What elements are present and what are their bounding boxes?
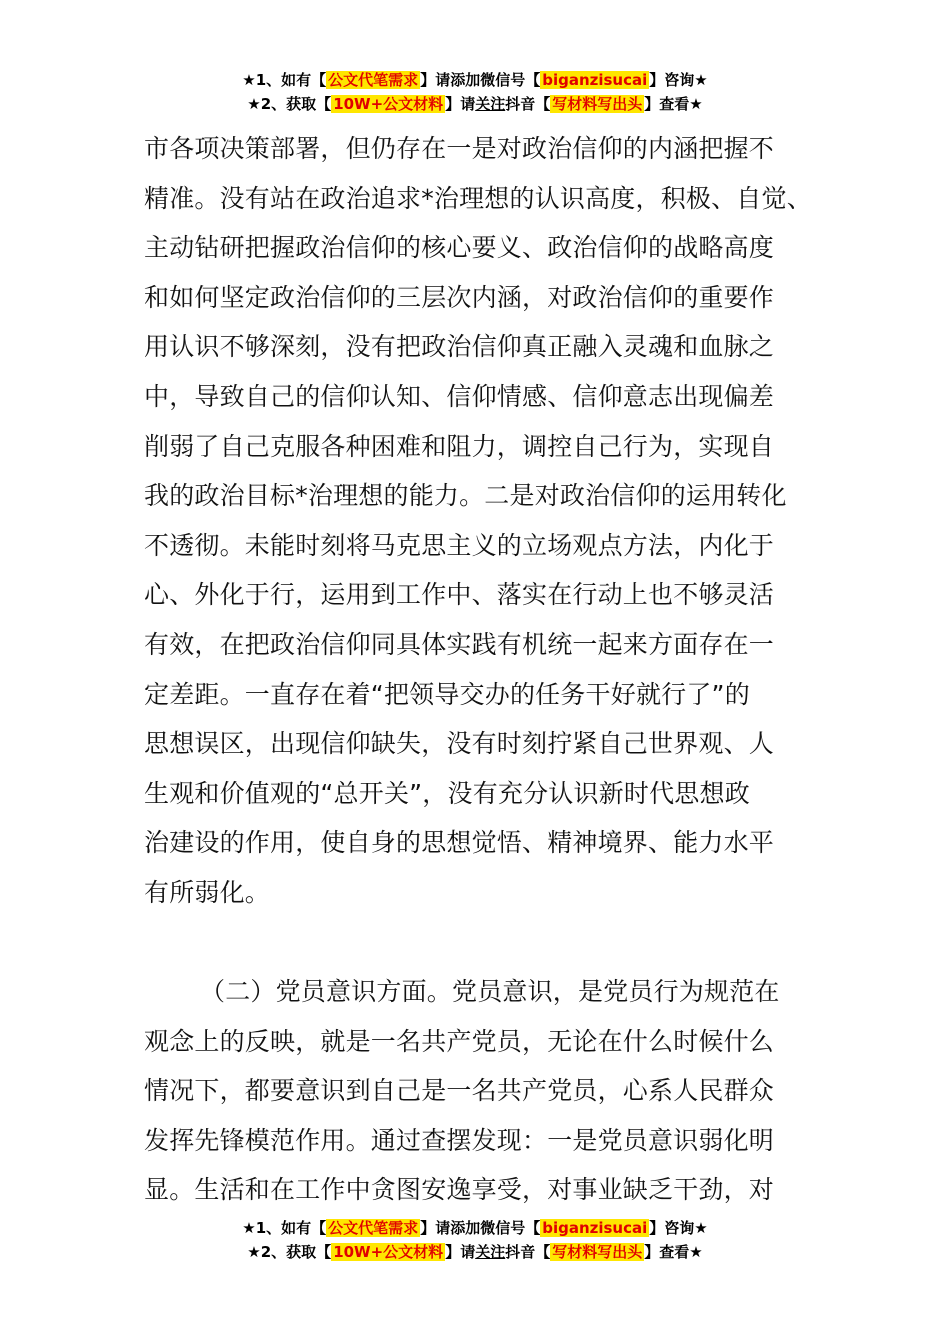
notice-text: ★2、获取【	[247, 1243, 332, 1261]
notice-text: 抖音【	[505, 1243, 551, 1261]
text-line: 主动钻研把握政治信仰的核心要义、政治信仰的战略高度	[144, 233, 775, 263]
notice-text: 】请添加微信号【	[420, 71, 541, 89]
text-line: 思想误区，出现信仰缺失，没有时刻拧紧自己世界观、人	[144, 729, 775, 759]
wechat-id-highlight: biganzisucai	[542, 71, 648, 89]
notice-text: 】请	[445, 1243, 476, 1261]
text-line: 我的政治目标*治理想的能力。二是对政治信仰的运用转化	[144, 481, 787, 511]
text-line: 生观和价值观的“总开关”，没有充分认识新时代思想政	[144, 778, 750, 808]
notice-text: 抖音【	[505, 95, 551, 113]
text-line: 市各项决策部署，但仍存在一是对政治信仰的内涵把握不	[144, 134, 775, 163]
text-line: 不透彻。未能时刻将马克思主义的立场观点方法，内化于	[144, 530, 775, 560]
paragraph-1	[144, 124, 812, 918]
text-line: （二）党员意识方面。党员意识，是党员行为规范在	[200, 977, 780, 1007]
notice-text: 】咨询★	[649, 1219, 708, 1237]
footer-notice	[0, 1216, 950, 1264]
paragraph-spacer	[144, 918, 812, 968]
notice-highlight: 公文代笔需求	[328, 71, 419, 89]
notice-highlight: 公文代笔需求	[328, 1219, 419, 1237]
notice-row-1	[0, 68, 950, 92]
text-line: 用认识不够深刻，没有把政治信仰真正融入灵魂和血脉之	[144, 332, 775, 362]
notice-text: ★1、如有【	[242, 1219, 327, 1237]
text-line: 情况下，都要意识到自己是一名共产党员，心系人民群众	[144, 1076, 775, 1106]
text-line: 精准。没有站在政治追求*治理想的认识高度，积极、自觉、	[144, 183, 812, 213]
text-line: 心、外化于行，运用到工作中、落实在行动上也不够灵活	[144, 580, 775, 610]
paragraph-2	[144, 967, 812, 1215]
text-line: 中，导致自己的信仰认知、信仰情感、信仰意志出现偏差	[144, 381, 775, 411]
notice-text: ★2、获取【	[247, 95, 332, 113]
notice-text: 】请添加微信号【	[420, 1219, 541, 1237]
text-line: 定差距。一直存在着“把领导交办的任务干好就行了”的	[144, 679, 750, 709]
notice-text: 】请	[445, 95, 476, 113]
header-notice	[0, 68, 950, 116]
text-line: 显。生活和在工作中贪图安逸享受，对事业缺乏干劲，对	[144, 1175, 775, 1205]
notice-row-1	[0, 1216, 950, 1240]
notice-text: 】咨询★	[649, 71, 708, 89]
notice-highlight: 10W+公文材料	[333, 1243, 444, 1261]
notice-row-2	[0, 92, 950, 116]
notice-row-2	[0, 1240, 950, 1264]
notice-text: 】查看★	[644, 95, 703, 113]
text-line: 有效，在把政治信仰同具体实践有机统一起来方面存在一	[144, 629, 775, 659]
text-line: 发挥先锋模范作用。通过查摆发现：一是党员意识弱化明	[144, 1125, 775, 1155]
notice-text: 】查看★	[644, 1243, 703, 1261]
notice-text: ★1、如有【	[242, 71, 327, 89]
text-line: 治建设的作用，使自身的思想觉悟、精神境界、能力水平	[144, 828, 775, 858]
text-line: 观念上的反映，就是一名共产党员，无论在什么时候什么	[144, 1026, 775, 1056]
notice-underline: 关注	[475, 95, 506, 113]
text-line: 和如何坚定政治信仰的三层次内涵，对政治信仰的重要作	[144, 282, 775, 312]
text-line: 削弱了自己克服各种困难和阻力，调控自己行为，实现自	[144, 431, 775, 461]
wechat-id-highlight: biganzisucai	[542, 1219, 648, 1237]
notice-underline: 关注	[475, 1243, 506, 1261]
douyin-account-highlight: 写材料写出头	[552, 95, 643, 113]
text-line: 有所弱化。	[144, 877, 271, 907]
document-body	[144, 124, 812, 1215]
notice-highlight: 10W+公文材料	[333, 95, 444, 113]
douyin-account-highlight: 写材料写出头	[552, 1243, 643, 1261]
